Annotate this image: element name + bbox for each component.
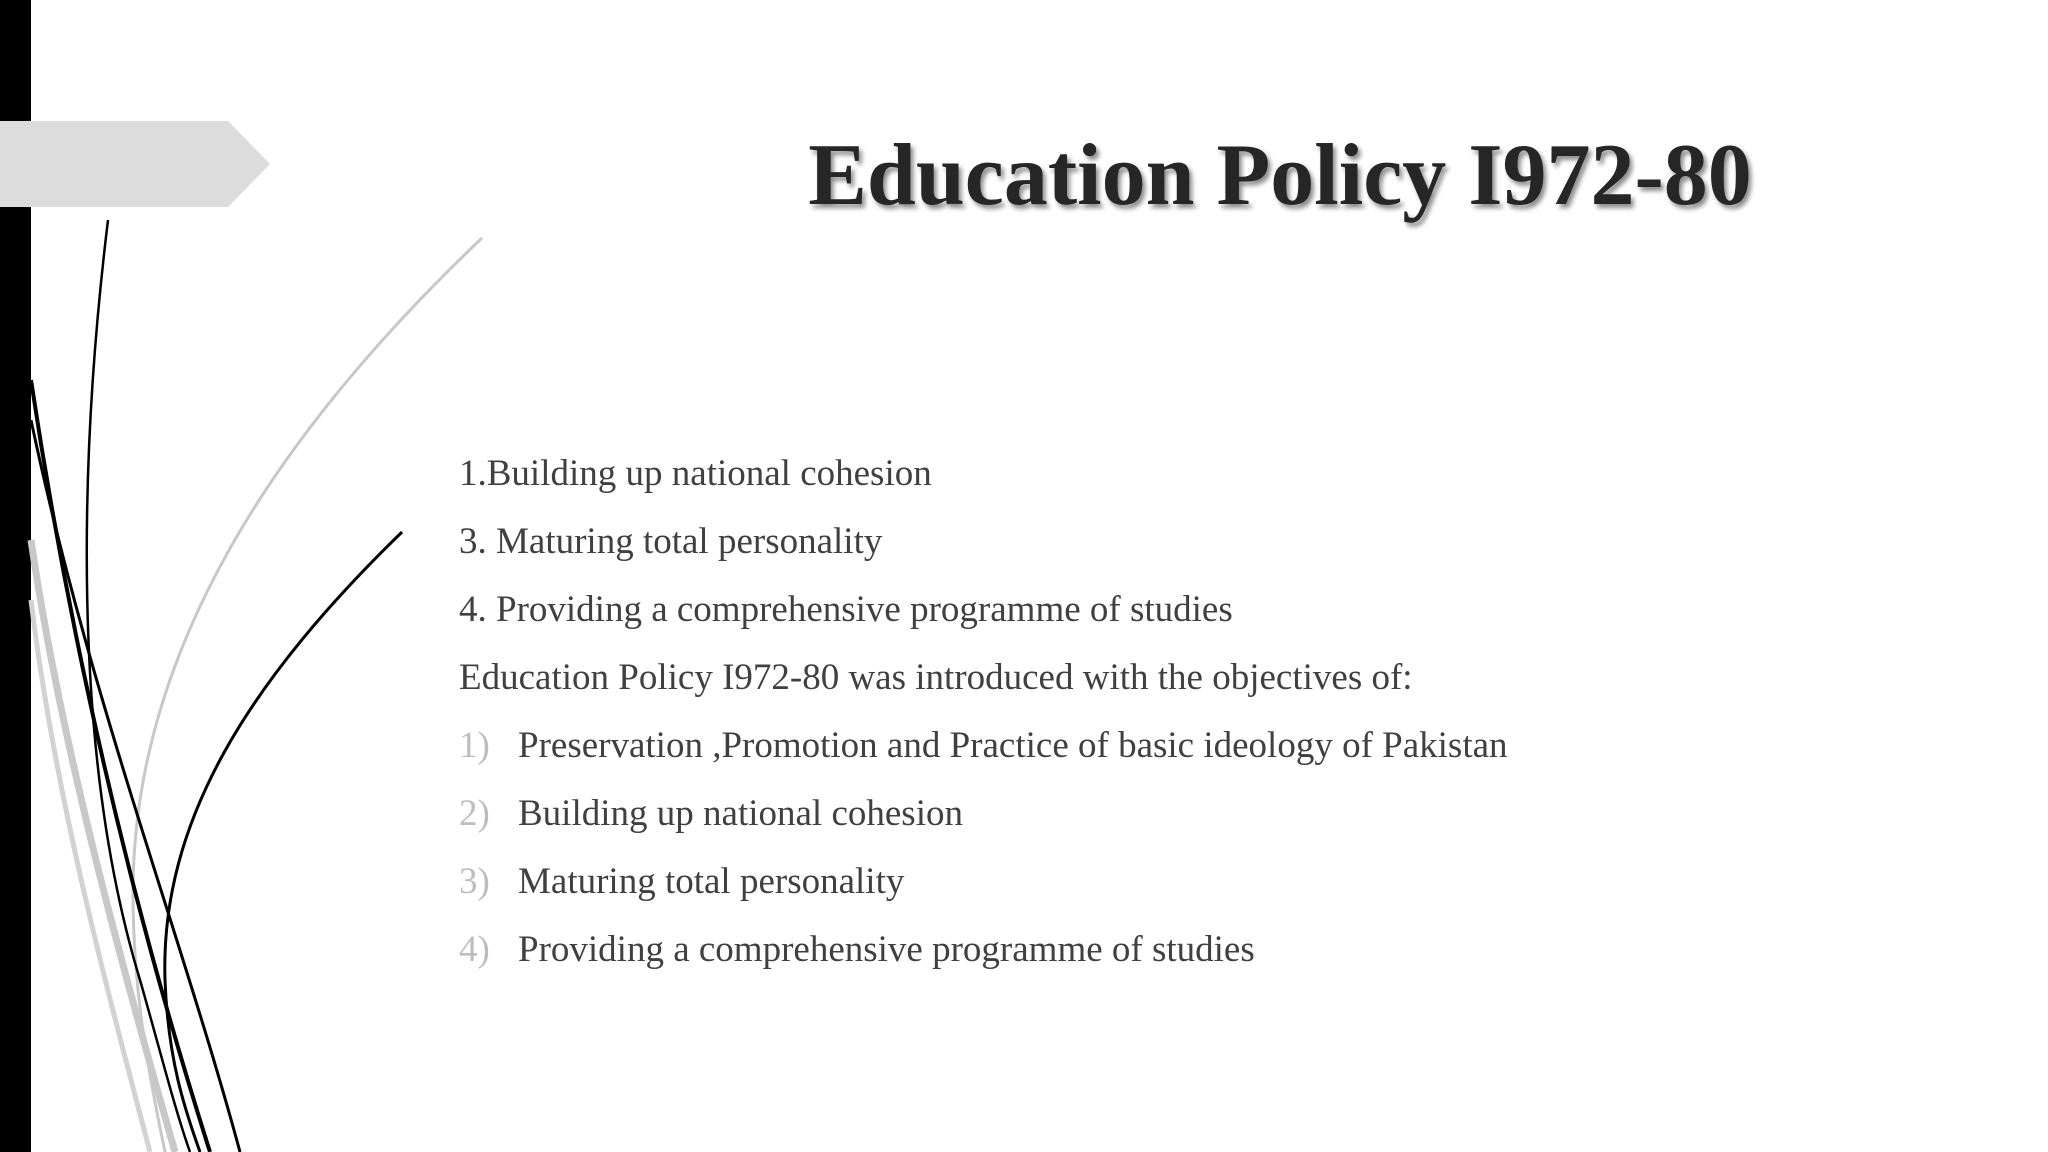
objective-text: Maturing total personality: [518, 861, 905, 902]
objective-text: Building up national cohesion: [518, 793, 963, 834]
list-marker: 2): [459, 793, 490, 834]
text-line-3: 4. Providing a comprehensive programme of studies: [459, 589, 1233, 630]
objective-item-2: [459, 780, 1959, 848]
objective-item-1: [459, 712, 1959, 780]
objective-item-3: [459, 848, 1959, 916]
list-marker: 1): [459, 725, 490, 766]
gray-curve-1: [133, 238, 482, 1152]
list-marker: 3): [459, 861, 490, 902]
arrow-tab-shape: [0, 121, 270, 207]
slide-title: Education Policy I972-80: [808, 127, 1752, 224]
objective-text: Providing a comprehensive programme of studies: [518, 929, 1255, 970]
content-body: [459, 440, 1959, 984]
objective-item-4: [459, 916, 1959, 984]
list-marker: 4): [459, 929, 490, 970]
black-curve-3: [165, 532, 402, 1152]
gray-curve-2: [31, 540, 175, 1152]
text-line-1: 1.Building up national cohesion: [459, 453, 932, 494]
objective-text: Preservation ,Promotion and Practice of basic ideology of Pakistan: [518, 725, 1508, 766]
text-line-2: 3. Maturing total personality: [459, 521, 883, 562]
intro-line: Education Policy I972-80 was introduced with the objectives of:: [459, 657, 1413, 698]
